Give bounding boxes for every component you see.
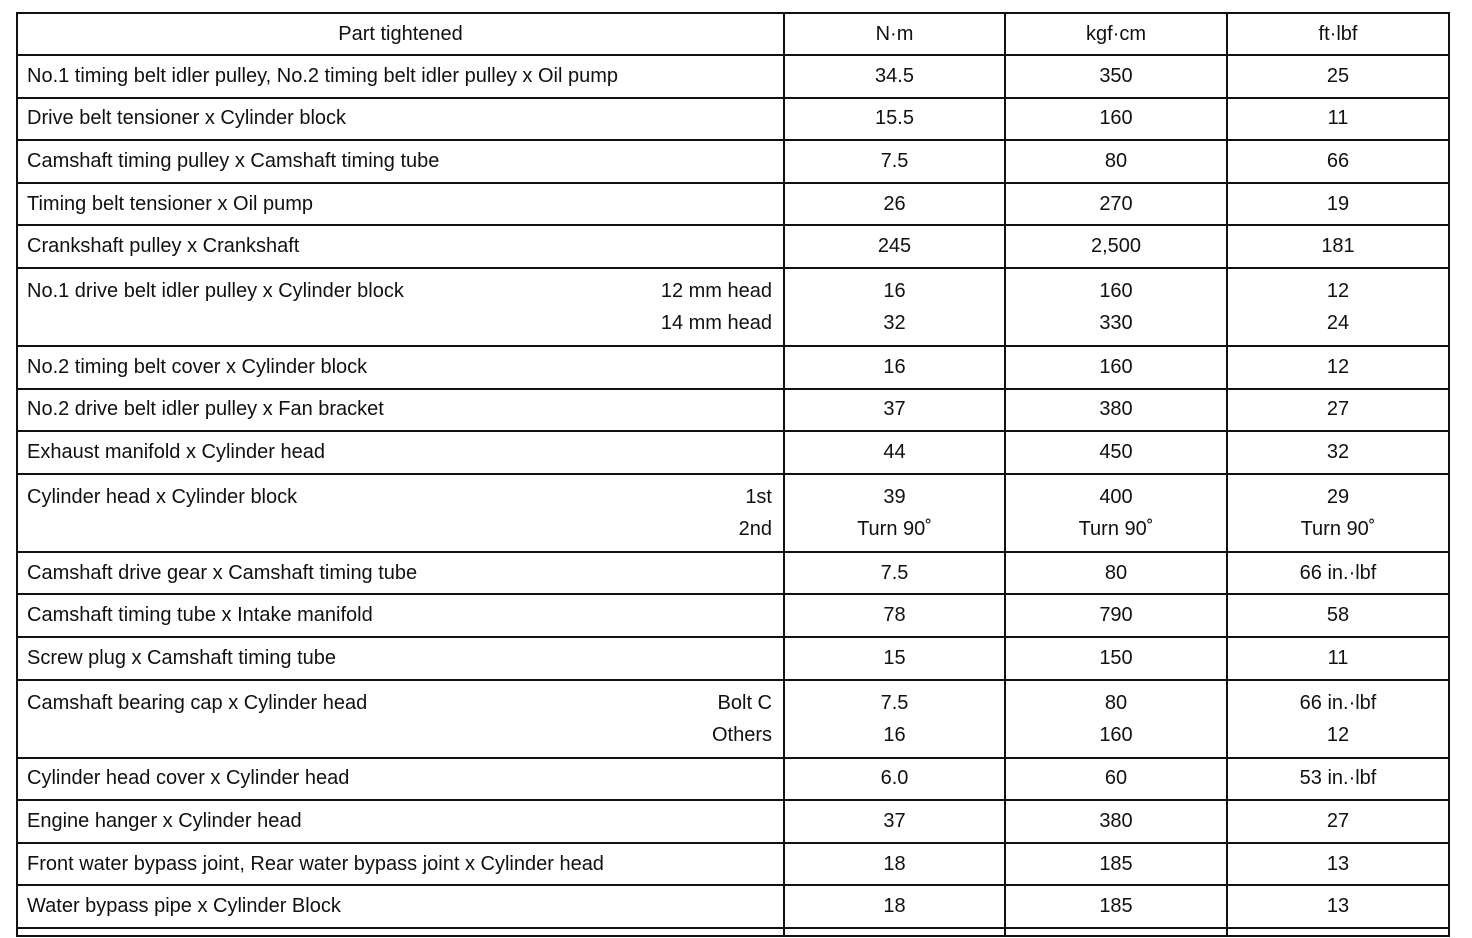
sub-condition-label: Others — [711, 723, 772, 746]
cell-part-tightened — [17, 552, 784, 595]
cell-part-tightened — [17, 225, 784, 268]
part-name: Water bypass pipe x Cylinder Block — [27, 895, 341, 918]
sub-value: Turn 90˚ — [857, 517, 932, 540]
sub-value: Turn 90˚ — [1078, 517, 1154, 540]
cell-nm: 34.5 — [784, 55, 1005, 98]
cell-part-tightened — [17, 800, 784, 843]
cell-part-tightened — [17, 55, 784, 98]
cell-kgf — [1005, 268, 1227, 346]
cell-part-tightened — [17, 474, 784, 552]
cell-ft: 12 — [1227, 346, 1449, 389]
cell-part-tightened — [17, 98, 784, 141]
cell-kgf: 380 — [1005, 800, 1227, 843]
table-row — [17, 140, 1449, 183]
cell-ft: 53 in.·lbf — [1227, 758, 1449, 801]
cell-nm: 78 — [784, 594, 1005, 637]
cell-part-tightened — [17, 680, 784, 758]
cell-nm: 18 — [784, 843, 1005, 886]
table-row — [17, 552, 1449, 595]
cell-kgf: 160 — [1005, 346, 1227, 389]
table-row — [17, 758, 1449, 801]
cell-nm: 37 — [784, 800, 1005, 843]
cell-nm: 37 — [784, 389, 1005, 432]
cell-kgf: 80 — [1005, 552, 1227, 595]
sub-condition-label: 12 mm head — [660, 279, 772, 302]
cell-ft: 13 — [1227, 843, 1449, 886]
header-part-tightened: Part tightened — [17, 13, 784, 55]
part-name: Drive belt tensioner x Cylinder block — [27, 107, 347, 130]
cell-nm — [784, 474, 1005, 552]
cell-kgf: 450 — [1005, 431, 1227, 474]
part-name: Camshaft timing pulley x Camshaft timing tube — [27, 149, 440, 172]
sub-condition-label: 14 mm head — [660, 311, 772, 334]
torque-specification-table — [16, 12, 1450, 937]
sub-value: 32 — [883, 311, 906, 334]
header-row — [17, 13, 1449, 55]
cell-nm: 15 — [784, 637, 1005, 680]
cell-partial — [784, 928, 1005, 936]
sub-value: 400 — [1099, 485, 1133, 508]
cell-ft — [1227, 680, 1449, 758]
table-row — [17, 55, 1449, 98]
part-name: Camshaft bearing cap x Cylinder head — [27, 691, 368, 714]
sub-value: 330 — [1099, 311, 1133, 334]
cell-nm — [784, 680, 1005, 758]
sub-value: 12 — [1326, 723, 1350, 746]
part-name: Cylinder head cover x Cylinder head — [27, 767, 350, 790]
part-name: Exhaust manifold x Cylinder head — [27, 440, 325, 463]
table-row — [17, 268, 1449, 346]
cell-kgf — [1005, 680, 1227, 758]
cell-part-tightened — [17, 843, 784, 886]
cell-kgf — [1005, 474, 1227, 552]
cell-ft: 181 — [1227, 225, 1449, 268]
table-row — [17, 885, 1449, 928]
part-name: No.1 timing belt idler pulley, No.2 timing belt idler pulley x Oil pump — [27, 64, 619, 87]
cell-kgf: 350 — [1005, 55, 1227, 98]
cell-kgf: 380 — [1005, 389, 1227, 432]
part-name: Crankshaft pulley x Crankshaft — [27, 235, 300, 258]
sub-condition-label: Bolt C — [717, 691, 772, 714]
cell-ft: 27 — [1227, 800, 1449, 843]
cell-nm: 18 — [784, 885, 1005, 928]
table-row — [17, 680, 1449, 758]
table-row — [17, 389, 1449, 432]
part-name: Camshaft timing tube x Intake manifold — [27, 604, 373, 627]
cell-part-tightened — [17, 140, 784, 183]
table-row — [17, 183, 1449, 226]
cell-kgf: 185 — [1005, 843, 1227, 886]
table-row — [17, 225, 1449, 268]
table-row — [17, 594, 1449, 637]
part-name: No.2 drive belt idler pulley x Fan bracket — [27, 398, 384, 421]
table-row — [17, 346, 1449, 389]
sub-value: 29 — [1326, 485, 1350, 508]
sub-value: 160 — [1099, 279, 1133, 302]
cell-part-tightened — [17, 346, 784, 389]
sub-value: 160 — [1099, 723, 1133, 746]
cell-nm: 245 — [784, 225, 1005, 268]
part-name: Camshaft drive gear x Camshaft timing tube — [27, 561, 418, 584]
cell-ft: 19 — [1227, 183, 1449, 226]
part-name: Front water bypass joint, Rear water bypass joint x Cylinder head — [27, 852, 604, 875]
table-row — [17, 474, 1449, 552]
cell-partial — [1227, 928, 1449, 936]
cell-nm: 6.0 — [784, 758, 1005, 801]
cell-kgf: 270 — [1005, 183, 1227, 226]
table-row — [17, 98, 1449, 141]
table-row — [17, 843, 1449, 886]
cell-part-tightened — [17, 885, 784, 928]
part-name: Screw plug x Camshaft timing tube — [27, 646, 337, 669]
table-row-partial — [17, 928, 1449, 936]
cell-kgf: 790 — [1005, 594, 1227, 637]
table-row — [17, 431, 1449, 474]
sub-condition-label: 2nd — [738, 517, 772, 540]
cell-part-tightened — [17, 758, 784, 801]
cell-ft: 25 — [1227, 55, 1449, 98]
cell-part-tightened — [17, 431, 784, 474]
table-body — [17, 55, 1449, 936]
cell-ft: 11 — [1227, 637, 1449, 680]
sub-value: 7.5 — [880, 691, 909, 714]
cell-nm: 7.5 — [784, 140, 1005, 183]
cell-nm: 44 — [784, 431, 1005, 474]
table-row — [17, 800, 1449, 843]
part-name: Timing belt tensioner x Oil pump — [27, 192, 314, 215]
cell-kgf: 2,500 — [1005, 225, 1227, 268]
cell-ft: 27 — [1227, 389, 1449, 432]
sub-condition-label: 1st — [745, 485, 772, 508]
sub-value: 66 in.·lbf — [1299, 691, 1377, 714]
cell-part-tightened — [17, 594, 784, 637]
cell-part-tightened — [17, 183, 784, 226]
sub-value: 80 — [1104, 691, 1128, 714]
sub-value: 24 — [1326, 311, 1350, 334]
sub-value: 16 — [883, 723, 906, 746]
sub-value: 16 — [883, 279, 906, 302]
cell-ft: 66 — [1227, 140, 1449, 183]
cell-nm — [784, 268, 1005, 346]
cell-ft: 11 — [1227, 98, 1449, 141]
cell-ft: 13 — [1227, 885, 1449, 928]
cell-kgf: 60 — [1005, 758, 1227, 801]
cell-part-tightened — [17, 268, 784, 346]
cell-partial — [1005, 928, 1227, 936]
table-row — [17, 637, 1449, 680]
cell-part-tightened — [17, 637, 784, 680]
cell-nm: 15.5 — [784, 98, 1005, 141]
sub-value: 39 — [883, 485, 906, 508]
part-name: No.2 timing belt cover x Cylinder block — [27, 355, 368, 378]
cell-ft: 58 — [1227, 594, 1449, 637]
cell-nm: 7.5 — [784, 552, 1005, 595]
cell-ft: 32 — [1227, 431, 1449, 474]
sub-value: 12 — [1326, 279, 1350, 302]
cell-kgf: 80 — [1005, 140, 1227, 183]
cell-partial — [17, 928, 784, 936]
part-name: Engine hanger x Cylinder head — [27, 809, 302, 832]
cell-part-tightened — [17, 389, 784, 432]
cell-ft: 66 in.·lbf — [1227, 552, 1449, 595]
cell-nm: 26 — [784, 183, 1005, 226]
cell-ft — [1227, 268, 1449, 346]
header-ft-lbf: ft·lbf — [1227, 13, 1449, 55]
cell-kgf: 160 — [1005, 98, 1227, 141]
part-name: No.1 drive belt idler pulley x Cylinder block — [27, 279, 404, 302]
cell-kgf: 150 — [1005, 637, 1227, 680]
header-kgf-cm: kgf·cm — [1005, 13, 1227, 55]
cell-nm: 16 — [784, 346, 1005, 389]
header-newton-meter: N·m — [784, 13, 1005, 55]
part-name: Cylinder head x Cylinder block — [27, 485, 298, 508]
cell-kgf: 185 — [1005, 885, 1227, 928]
sub-value: Turn 90˚ — [1300, 517, 1376, 540]
cell-ft — [1227, 474, 1449, 552]
